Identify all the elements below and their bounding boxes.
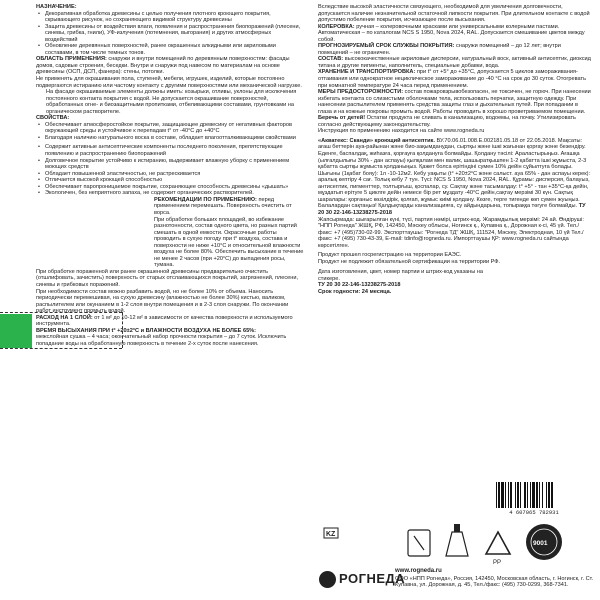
recommendations-text: перед применением перемешать. Поверхность очистить от ворса. (154, 196, 292, 216)
svg-text:PP: PP (493, 560, 502, 566)
properties-title: СВОЙСТВА: (36, 115, 70, 122)
tu-text: ТУ 20 30 22-146-13238275-2018 (318, 282, 401, 289)
drying-text: межслойная сушка – 4 часа; окончательный набор прочности покрытия – до 7 суток. Исключить попадание воды на обработанную поверхность в течение 2-х суток после нанесения. (36, 334, 287, 347)
safety-text-2: Остатки продукта не сливать в канализацию, водоемы, на почву. Утилизировать согласно действующему законодательству. (318, 115, 576, 128)
eaeu-text: Продукт прошел госрегистрацию на территории ЕАЭС. (318, 252, 462, 259)
barcode-bar (508, 482, 509, 508)
safety-paragraph (318, 89, 592, 128)
list-item: • Содержит активные антисептические компоненты последнего поколения, препятствующие появлению и распространению биопоражений (45, 144, 304, 157)
composition-title: СОСТАВ: (318, 56, 344, 63)
lifetime-title: ПРОГНОЗИРУЕМЫЙ СРОК СЛУЖБЫ ПОКРЫТИЯ: (318, 43, 455, 50)
barcode (494, 482, 574, 508)
properties-list-2 (36, 144, 304, 196)
left-column (36, 4, 304, 347)
brand-name: РОГНЕДА (339, 571, 406, 586)
instruction-text: Инструкция по применению находится на сайте www.rogneda.ru (318, 128, 485, 135)
iso-9001-icon (526, 524, 562, 560)
cut-line (0, 348, 122, 349)
barcode-bar (532, 482, 535, 508)
barcode-bar (496, 482, 497, 508)
recommendations-text-4: При необходимости состав можно разбавить водой, но не более 10% от объема. Наносить периодически перемешивая, на сухую древесину (влажностью не более 30%) кистью, валиком, распылителем или окунанием в 1-2 слоя внутри помещения и в 2-3 слоя снаружи. По окончании работ инструмент промыть водой. (36, 288, 289, 315)
tinting-title: КОЛЕРОВКА: (318, 23, 355, 30)
barcode-bar (501, 482, 504, 508)
application-text-3: На фасаде окрашиваемые элементы должны иметь: козырьки, отливы, уклоны для исключения постоянного контакта покрытия с водой. Не допускается окрашивание поверхностей, обработанных огне- и биозащитными пропитками, отбеливающими составами, грунтовками на органическом растворителе. (46, 89, 297, 115)
list-item: • Экологичен, без неприятного запаха, не содержит органических растворителей. (45, 190, 304, 197)
temperature-icon (408, 530, 430, 556)
barcode-bar (515, 482, 516, 508)
barcode-bar (498, 482, 500, 508)
storage-paragraph (318, 69, 592, 89)
barcode-bar (551, 482, 553, 508)
label-text: Дата изготовления, цвет, номер партии и штрих-код указаны на стикере. (318, 269, 484, 282)
barcode-bar (548, 482, 550, 508)
application-title: ОБЛАСТЬ ПРИМЕНЕНИЯ: (36, 56, 107, 63)
kaz-text: ВУ.70.06.01.008.Е.002181.05.18 от 22.05.2018. Мақсаты: ағаш беттерін ауа-райынан және био-зақымданудан, сыртқы және ішкі жағынан қорғау және безендіру. Еденге, баспалдақ, жиһазға, қорғауға қолдануға болмайды. Қолдану тәсілі: Араластырыңыз. Ағашқа (ылғалдылығы 30% - дан аспауы) қылқалам мен валик, шашыратқышпен 1-2 қабатта ішкі жұмыста, 2-3 қабатта сыртқы жұмыста қолданыңыз. Қажет болса ерітіндіні сумен 10% дейін сұйылтуға болады. Шығыны (1қабат бояу): 1л -10-12м2. Кебу уақыты (t° +20±2°С және салыст. ауа 65% - дан аспауы керек): аралық кептіру 4 сағ. Толық кебу 7 тун. Түсі: NCS S 1950, Nova 2024, RAL. Құрамы: дисперсия, балауыз, антисептик, пигменттер, толтырғыш, қоспалар, су. Сақтау және тасымалдау: t° +5° - тан +35°С-қа дейін, мұздатып ерітуге 5 циклге дейін немесе бір рет мұздату -40°С дейін,сақтау мерзімі 30 күн. Сақтық шаралары: қорғаныс көзілдірік, қолғап, жұмыс киімі қолдану. Көзге, терге тигенде көп сумен жуыңыз. Балалардан сақтаңыз! Қалдықтарды канализацияға, су айдындарына, топыраққа төгуге болмайды. (318, 137, 591, 210)
certification-icons (318, 518, 592, 568)
barcode-bar (517, 482, 519, 508)
barcode-bar (510, 482, 512, 508)
list-item: • Обновление деревянных поверхностей, ранее окрашенных алкидными или акриловыми составами, в том числе темных тонов. (45, 43, 304, 56)
list-item: • Защита древесины от воздействия влаги, появления и распространения биопоражений (плесени, синевы, грибка, гнили), УФ-излучения (потемнения, выгорания) и других атмосферных воздействий (45, 24, 304, 44)
brand-url: www.rogneda.ru (395, 568, 442, 574)
list-item: • Обеспечивает атмосферостойкое покрытие, защищающее древесину от негативных факторов окружающей среды и устойчивое к перепадам t° от -40°С до +40°С (45, 122, 304, 135)
recommendations-title: РЕКОМЕНДАЦИИ ПО ПРИМЕНЕНИЮ: (154, 196, 257, 203)
list-item: • Долговечное покрытие устойчиво к истиранию, выдерживает влажную уборку с применением моющих средств (45, 158, 304, 171)
composition-paragraph (318, 56, 592, 69)
tinting-text: ручная – колеровочными красками или универсальными колерными пастами. Автоматическая – по каталогам NCS S 1950, Nova 2024, RAL. Допускается смешивание цветов между собой. (318, 23, 585, 43)
cert-text: Продукт не подлежит обязательной сертификации на территории РФ. (318, 258, 501, 265)
standard-text: ТУ 20 30 22-146-13238275-2018 (318, 203, 586, 216)
storage-title: ХРАНЕНИЕ И ТРАНСПОРТИРОВКА: (318, 69, 416, 76)
list-item: • Отличается высокой кроющей способностью (45, 177, 304, 184)
consumption-title: РАСХОД НА 1 СЛОЙ: (36, 314, 93, 321)
cut-line (122, 312, 123, 348)
barcode-bar (536, 482, 538, 508)
shelf-text: Срок годности: 24 месяца. (318, 288, 392, 295)
list-item: • Благодаря наличию натурального воска в составе, обладает влагоотталкивающими свойствами (45, 135, 304, 142)
color-swatch (0, 314, 32, 348)
recommendations-text-2: При обработке больших площадей, во избежание разнотонности, состав одного цвета, но разных партий смешать в одной емкости. Окрасочные работы проводить в сухую погоду при t° воздуха, состава и поверхности не ниже +10°С и относительной влажности воздуха не более 80%. Обеспечить высыхание в течение не менее 2 часов (при +20°С) до выпадения росы, тумана. (154, 216, 304, 269)
svg-text:KZ: KZ (326, 531, 336, 538)
safety-bold: Беречь от детей! (318, 115, 366, 122)
svg-text:9001: 9001 (533, 540, 548, 547)
consumption-paragraph (36, 315, 304, 328)
kz-icon (324, 528, 338, 538)
list-item: • Обладает повышенной эластичностью, не растрескивается (45, 171, 304, 178)
tinting-paragraph (318, 24, 592, 44)
kaz-paragraph (318, 138, 592, 217)
pp-recycle-icon (486, 532, 510, 566)
composition-text: высококачественные акриловые дисперсии, натуральный воск, активный антисептик, диоксид титана и другие пигменты, наполнитель, специальные добавки, вода. (318, 56, 591, 69)
drying-title: ВРЕМЯ ВЫСЫХАНИЯ ПРИ t° +20±2°С и ВЛАЖНОСТИ ВОЗДУХА НЕ БОЛЕЕ 65%: (36, 327, 257, 334)
barcode-bar (530, 482, 531, 508)
barcode-number: 4 607065 782931 (509, 509, 559, 516)
properties-list (36, 122, 304, 142)
brand-logo-icon (319, 571, 336, 588)
application-paragraph (36, 56, 304, 76)
purpose-title: НАЗНАЧЕНИЕ: (36, 4, 77, 10)
brand-address: ООО «НПП Рогнеда», Россия, 142450, Московская область, г. Ногинск, г. Ст. Купавна, ул. Дорожная, д. 45, Тел./факс: (495) 730-0299, 368-7341. (395, 576, 594, 589)
intro-text: Вследствие высокой эластичности связующего, необходимой для увеличения долговечности, допускается наличие незначительной остаточной липкости покрытия. При длительном контакте с водой допустимо побеление покрытия, исчезающее после высыхания. (318, 4, 590, 24)
barcode-bar (524, 482, 526, 508)
lifetime-text: снаружи помещений – до 12 лет; внутри помещений – не ограничен. (318, 43, 561, 56)
safety-text: состав пожаровзрывобезопасен, не токсичен, не горюч. При нанесении избегать контакта со слизистыми оболочками тела, использовать перчатки, защитную одежду. При нанесении распылителем применять средства защиты глаз и дыхательных путей. При попадании в глаза и на кожные покровы промыть водой. Работы проводить в хорошо проветриваемом помещении. (318, 89, 591, 115)
brush-icon (446, 524, 468, 556)
purpose-list (36, 11, 304, 57)
cut-line (0, 312, 122, 313)
right-column (318, 4, 592, 296)
barcode-bar (527, 482, 528, 508)
barcode-bar (505, 482, 506, 508)
barcode-bar (539, 482, 540, 508)
list-item: • Обеспечивает паропроницаемое покрытие, сохраняющее способность древесины «дышать» (45, 184, 304, 191)
barcode-bar (520, 482, 521, 508)
lifetime-paragraph (318, 43, 592, 56)
recommendations-paragraph (36, 197, 304, 217)
kaz-title: «Акватекс: Сканди» кроющий антисептик. (318, 137, 435, 144)
application-text: снаружи и внутри помещений по деревянным поверхностям: фасады домов, садовые строения, беседки. Внутри и снаружи под навесом по материалам на основе древесины (ОСП, ДСП, фанера): стены, потолки. (36, 56, 290, 76)
storage-text: при t° от +5° до +35°С, допускается 5 циклов замораживания-оттаивания или однократное нециклическое замораживание до -40 °С на срок до 30 суток. Отогревать при комнатной температуре 24 часа перед применением. (318, 69, 586, 89)
consumption-text: от 1 м² до 10-12 м² в зависимости от качества поверхности и используемого инструмента. (36, 314, 293, 328)
barcode-bar (542, 482, 543, 508)
recommendations-text-3: При обработке пораженной или ранее окрашенной древесины предварительно очистить (отшлифовать, зачистить) поверхность от старых отслаивающихся покрытий, загрязнений, плесени, синевы и грибковых поражений. (36, 268, 299, 288)
list-item: • Декоративная обработка древесины с целью получения плотного кроющего покрытия, скрывающего рисунок, но сохраняющего видимой структуру древесины (45, 11, 304, 24)
manufacturer-text: Жапсырмада: шығарылған күні, түсі, партия нөмірі, штрих-код. Жарамдылық мерзімі: 24 ай. Өндіруші: "НПП Рогнеда" ЖШҚ, РФ, 142450, Мәскеу облысы, Ногинск қ., Купавна қ., Дорожная к-сі, 45 үй. Тел./факс: +7 (495)730-02-99. Экспорттаушы: "Рогнеда ТД" ЖШҚ, 111524, Мәскеу, Электродная, 10 үй Тел./факс: +7 (495) 730-43-39, E-mail: tdinfo@rogneda.ru. Импорттаушы ҚР: www.rogneda.ru сайтында көрсетілген. (318, 216, 584, 249)
safety-title: МЕРЫ ПРЕДОСТОРОЖНОСТИ: (318, 89, 404, 96)
barcode-bar (546, 482, 547, 508)
application-text-2: Не применять для окрашивания пола, ступеней, мебели, игрушек, изделий, которые постоянно подвергаются истиранию или частому контакту с другими поверхностями или механической нагрузке. (36, 76, 302, 89)
